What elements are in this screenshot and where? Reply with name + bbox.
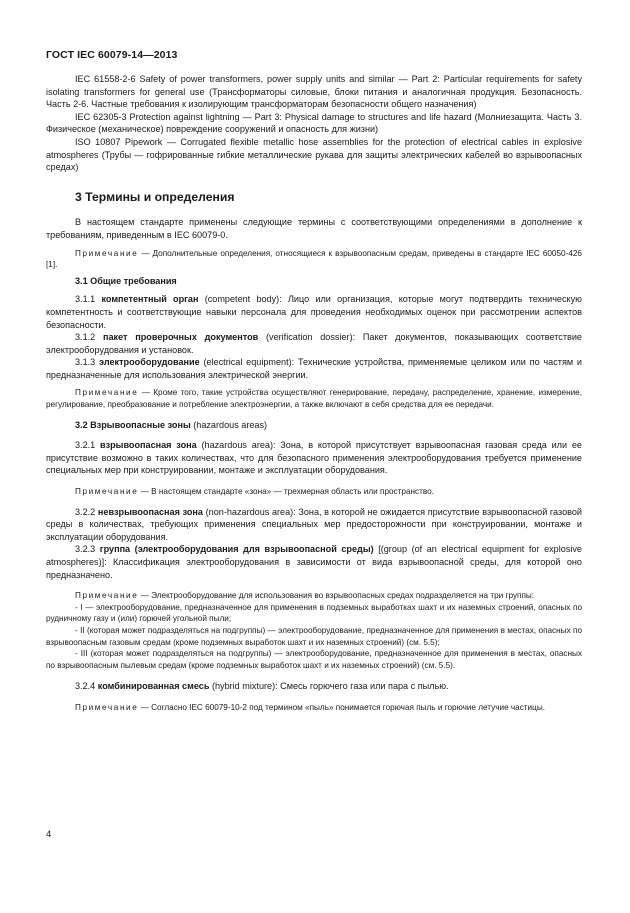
term-definition: [(group (of an electrical equipment for explosive atmospheres)]: Классификация электрооборудования в зависимости от вида взрывоопасной среды, для которой оно предназначено. <box>46 544 582 580</box>
note-label: Примечание <box>75 591 139 601</box>
note-text: — В настоящем стандарте «зона» — трехмерная область или пространство. <box>138 487 434 497</box>
term-name: невзрывоопасная зона <box>97 506 203 517</box>
note <box>46 590 582 602</box>
term-number: 3.1.1 <box>75 294 102 305</box>
term-number: 3.2.4 <box>75 681 98 692</box>
note-list-item: - I — электрооборудование, предназначенное для применения в подземных выработках шахт и их наземных строений, опасных по рудничному газу и (или) горючей угольной пыли; <box>46 602 582 624</box>
term-number: 3.2.3 <box>75 544 100 555</box>
section-heading: 3 Термины и определения <box>75 189 235 204</box>
term-number: 3.2.1 <box>75 440 101 451</box>
note <box>46 248 582 271</box>
page-number: 4 <box>46 829 52 840</box>
term-definition: (non-hazardous area): Зона, в которой не ожидается присутствие взрывоопасной газовой среды в количествах, требующих применения специальных мер предосторожности при конструировании, монтаже и эксплуатации оборудования. <box>46 506 582 542</box>
term-definition: (hybrid mixture): Смесь горючего газа или пара с пылью. <box>209 681 449 692</box>
note-label: Примечание <box>75 702 139 712</box>
term-entry <box>46 543 582 581</box>
term-entry <box>46 506 582 544</box>
subsection-heading: 3.1 Общие требования <box>75 275 177 286</box>
term-definition: (competent body): Лицо или организация, которые могут подтвердить техническую компетентность и соответствующие навыки персонала для проведения необходимых оценок при рассмотрении аспектов безопасности. <box>46 294 582 330</box>
term-entry <box>46 680 582 693</box>
note <box>46 702 582 714</box>
term-entry <box>46 331 582 356</box>
reference-item: IEC 62305-3 Protection against lightning — Part 3: Physical damage to structures and life hazard (Молниезащита. Часть 3. Физическое (механическое) повреждение сооружений и опасность для жизни) <box>46 111 582 135</box>
note-list-item: - III (которая может подразделяться на подгруппы) — электрооборудование, предназначенное для применения в местах, опасных по взрывоопасным пылевым средам (кроме подземных выработок шахт и их наземных строений) (см. 5.5). <box>46 649 582 670</box>
term-definition: (hazardous area): Зона, в которой присутствует взрывоопасная газовая среда или ее присутствие возможно в таких количествах, что для безопасного применения электрооборудования требуется применение специальных мер при конструировании, монтаже и эксплуатации оборудования. <box>46 440 582 476</box>
term-number: 3.1.2 <box>75 332 103 343</box>
note-text: — Электрооборудование для использования во взрывоопасных средах подразделяется на три группы: <box>138 591 535 601</box>
note-list-item: - II (которая может подразделяться на подгруппы) — электрооборудование, предназначенное для применения в местах, опасных по взрывоопасным газовым средам (кроме подземных выработок шахт и их наземных строений) (см. 5.5); <box>46 625 582 647</box>
term-name: компетентный орган <box>101 294 199 305</box>
term-definition: (verification dossier): Пакет документов, показывающих соответствие электрооборудования и установок. <box>46 332 582 355</box>
term-number: 3.1.3 <box>75 357 100 368</box>
subsection-heading <box>46 419 582 432</box>
term-entry <box>46 293 582 331</box>
term-name: пакет проверочных документов <box>103 332 259 343</box>
term-name: группа (электрооборудования для взрывоопасной среды) <box>99 544 374 555</box>
term-entry <box>46 439 582 477</box>
section-intro: В настоящем стандарте применены следующие термины с соответствующими определениями в дополнение к требованиям, приведенным в IEC 60079-0. <box>46 217 582 240</box>
note-text: — Дополнительные определения, относящиеся к взрывоопасным средам, приведены в стандарте IEC 60050-426 [1]. <box>46 248 582 270</box>
term-number: 3.2.2 <box>75 506 98 517</box>
note <box>46 387 582 410</box>
note-label: Примечание <box>75 487 139 497</box>
reference-item: IEC 61558-2-6 Safety of power transformers, power supply units and similar — Part 2: Particular requirements for safety isolating transformers for general use (Трансформаторы силовые, блоки питания и аналогичная продукция. Безопасность. Часть 2-6. Частные требования к изолирующим трансформаторам безопасности общего назначения) <box>46 74 582 110</box>
term-name: электрооборудование <box>99 357 200 368</box>
term-definition: (electrical equipment): Технические устройства, применяемые целиком или по частям и предназначенные для использования электрической энергии. <box>46 357 582 380</box>
note-text: — Согласно IEC 60079-10-2 под термином «пыль» понимается горючая пыль и горючие летучие частицы. <box>138 702 545 712</box>
note-label: Примечание <box>75 248 139 258</box>
note <box>46 486 582 498</box>
document-header: ГОСТ IEC 60079-14—2013 <box>46 49 178 61</box>
note-label: Примечание <box>75 388 139 398</box>
subsection-title-en: (hazardous areas) <box>190 419 268 430</box>
note-text: — Кроме того, такие устройства осуществляют генерирование, передачу, распределение, хранение, измерение, регулирование, преобразование и потребление электроэнергии, а также включают в себя средства для ее передачи. <box>46 388 582 410</box>
reference-item: ISO 10807 Pipework — Corrugated flexible metallic hose assemblies for the protection of electrical cables in explosive atmospheres (Трубы — гофрированные гибкие металлические рукава для защиты электрических кабелей во взрывоопасных средах) <box>46 136 582 173</box>
page-content <box>46 73 582 714</box>
term-entry <box>46 356 582 381</box>
term-name: комбинированная смесь <box>97 681 210 692</box>
term-name: взрывоопасная зона <box>100 440 197 451</box>
subsection-title: 3.2 Взрывоопасные зоны <box>75 419 191 430</box>
